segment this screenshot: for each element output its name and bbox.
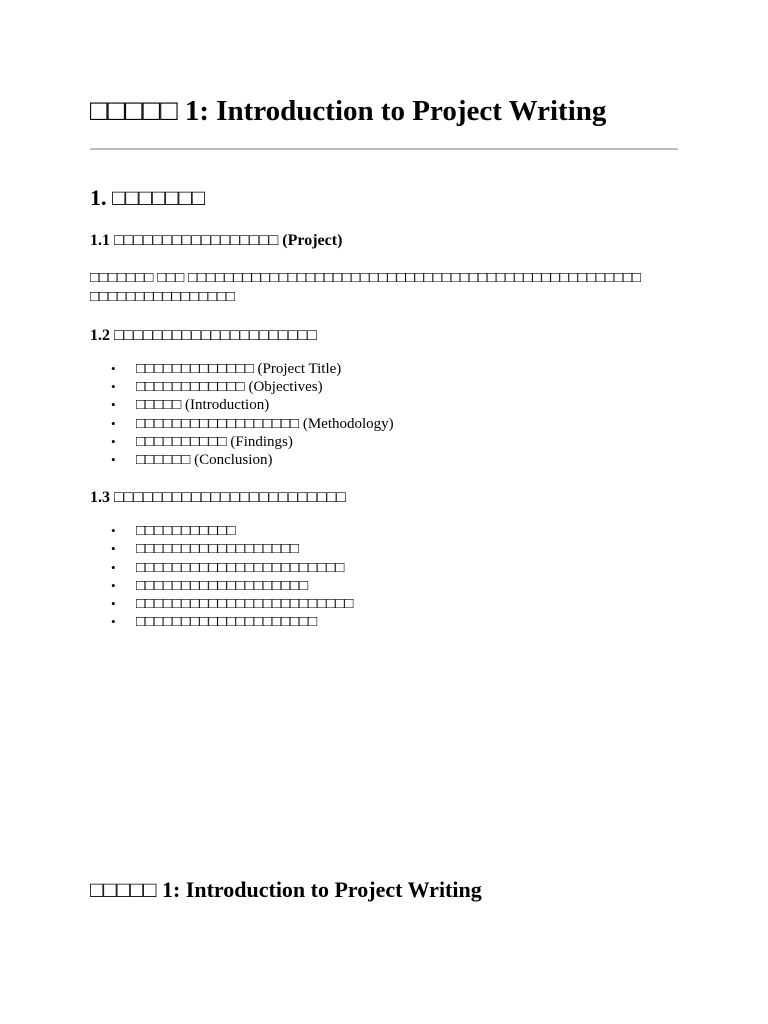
bullet-icon: • <box>111 379 116 395</box>
title-divider <box>90 148 678 150</box>
list-item <box>90 540 678 558</box>
list-item <box>90 577 678 595</box>
bullet-icon: • <box>111 452 116 468</box>
bullet-icon: • <box>111 614 116 630</box>
bullet-icon: • <box>111 596 116 612</box>
subsection-1-3-heading: 1.3 □□□□□□□□□□□□□□□□□□□□□□□□ <box>90 489 346 507</box>
document-title: □□□□□ 1: Introduction to Project Writing <box>90 95 607 127</box>
next-page-title: □□□□□ 1: Introduction to Project Writing <box>90 877 482 902</box>
list-item <box>90 433 678 451</box>
bullet-icon: • <box>111 523 116 539</box>
list-item-text: □□□□□□□□□□□□□□□□□□□□□□□ <box>136 559 345 576</box>
subsection-1-2-heading: 1.2 □□□□□□□□□□□□□□□□□□□□□ <box>90 327 317 344</box>
section-heading: 1. □□□□□□□ <box>90 185 206 210</box>
list-item-text: □□□□□□□□□□□□□□□□□□□□ <box>136 614 318 631</box>
subsection-1-2-list <box>90 360 678 469</box>
bullet-icon: • <box>111 415 116 431</box>
subsection-1-1-heading: 1.1 □□□□□□□□□□□□□□□□□ (Project) <box>90 232 343 249</box>
document-body <box>90 92 678 631</box>
list-item-text: □□□□□□□□□□□□□□□□□□ <box>136 541 300 558</box>
list-item <box>90 415 678 433</box>
list-item-text: □□□□□ (Introduction) <box>136 397 270 414</box>
list-item-text: □□□□□□□□□□□ <box>136 523 236 540</box>
bullet-icon: • <box>111 361 116 376</box>
list-item <box>90 522 678 540</box>
list-item-text: □□□□□□ (Conclusion) <box>136 452 273 469</box>
bullet-icon: • <box>111 397 116 413</box>
list-item <box>90 451 678 469</box>
list-item <box>90 360 678 378</box>
list-item-text: □□□□□□□□□□□□□□□□□□□ <box>136 577 309 594</box>
subsection-1-3-list <box>90 522 678 631</box>
list-item <box>90 595 678 613</box>
list-item-text: □□□□□□□□□□□□□□□□□□ (Methodology) <box>136 415 394 432</box>
list-item-text: □□□□□□□□□□□□□□□□□□□□□□□□ <box>136 596 354 613</box>
list-item-text: □□□□□□□□□□ (Findings) <box>136 433 293 450</box>
list-item-text: □□□□□□□□□□□□ (Objectives) <box>136 379 323 396</box>
list-item <box>90 378 678 396</box>
bullet-icon: • <box>111 541 116 557</box>
subsection-1-1-paragraph: □□□□□□□ □□□ □□□□□□□□□□□□□□□□□□□□□□□□□□□□□□□□□□□□□□□□□□□□□□□□□□ □□□□□□□□□□□□□□□□ <box>90 270 642 305</box>
bullet-icon: • <box>111 577 116 593</box>
list-item <box>90 613 678 631</box>
list-item <box>90 396 678 414</box>
bullet-icon: • <box>111 433 116 449</box>
list-item-text: □□□□□□□□□□□□□ (Project Title) <box>136 361 342 377</box>
list-item <box>90 559 678 577</box>
bullet-icon: • <box>111 559 116 575</box>
